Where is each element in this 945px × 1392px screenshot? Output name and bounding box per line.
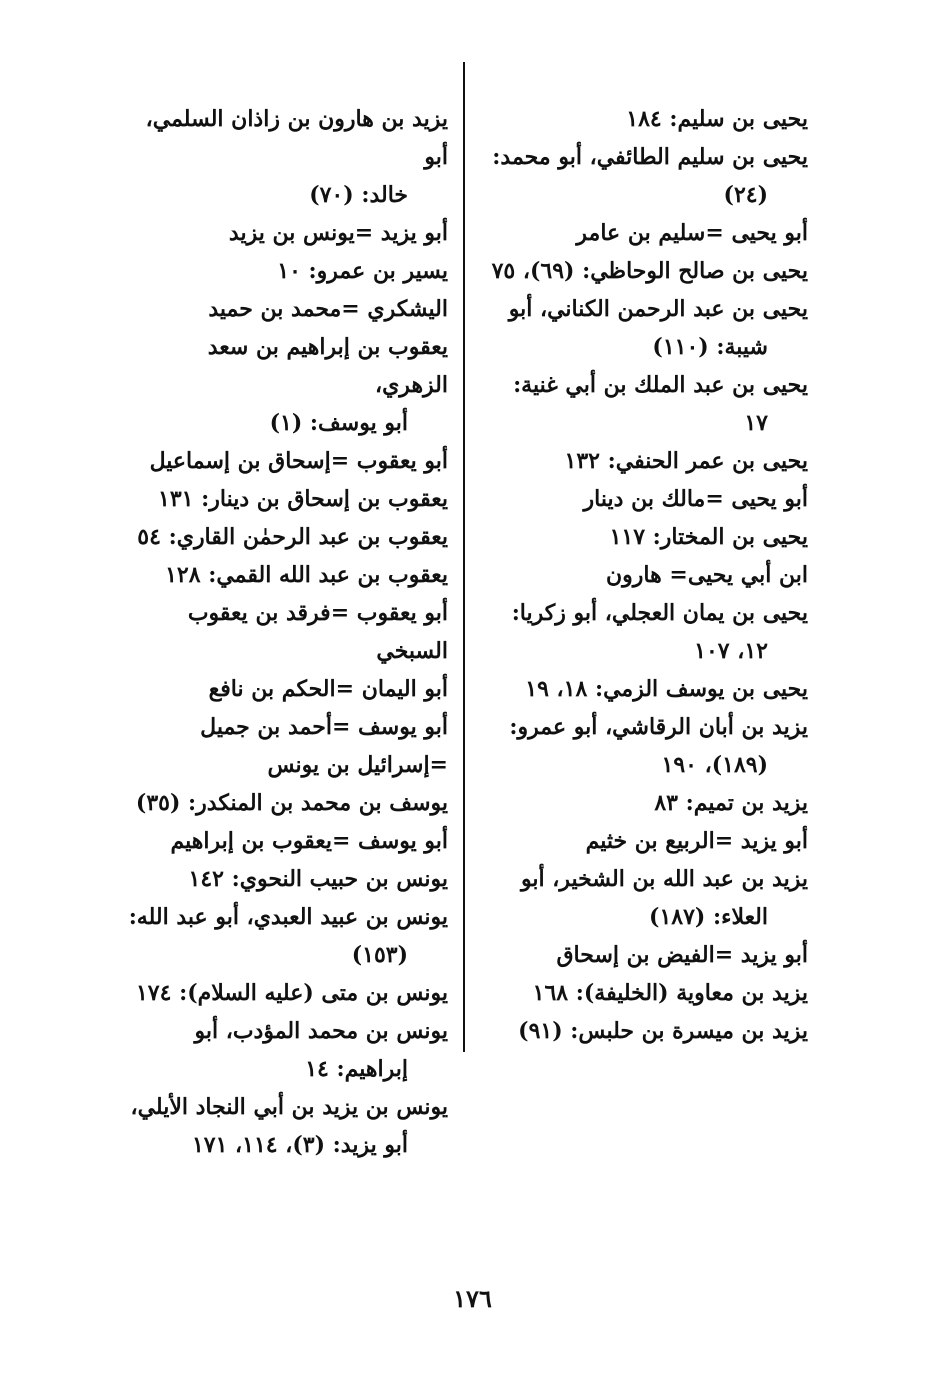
index-entry — [128, 442, 448, 480]
entry-line: يونس بن يزيد بن أبي النجاد الأيلي، — [130, 1094, 448, 1120]
entry-line: يزيد بن معاوية (الخليفة): ١٦٨ — [532, 980, 808, 1006]
entry-continuation: العلاء: (١٨٧) — [649, 904, 768, 930]
entry-continuation: أبو يوسف: (١) — [269, 410, 408, 436]
index-entry — [478, 556, 808, 594]
entry-line: يونس بن حبيب النحوي: ١٤٢ — [188, 866, 448, 892]
index-entry — [128, 214, 448, 252]
index-entry — [478, 214, 808, 252]
entry-line: أبو يزيد =الفيض بن إسحاق — [556, 942, 808, 968]
index-entry — [478, 708, 808, 784]
index-entry — [478, 860, 808, 936]
index-entry — [478, 480, 808, 518]
index-entry — [128, 252, 448, 290]
index-entry — [478, 100, 808, 138]
index-entry — [478, 442, 808, 480]
entry-line: يزيد بن تميم: ٨٣ — [654, 790, 808, 816]
entry-line: يزيد بن هارون بن زاذان السلمي، أبو — [145, 106, 448, 170]
index-entry — [128, 594, 448, 670]
index-entry — [128, 556, 448, 594]
index-entry — [128, 898, 448, 974]
entry-continuation: شيبة: (١١٠) — [652, 334, 768, 360]
index-entry — [128, 480, 448, 518]
entry-line: يزيد بن أبان الرقاشي، أبو عمرو: — [509, 714, 808, 740]
entry-continuation: (٢٤) — [723, 182, 768, 208]
entry-continuation: أبو يزيد: (٣)، ١١٤، ١٧١ — [191, 1132, 408, 1158]
index-entry — [128, 746, 448, 784]
index-entry — [128, 518, 448, 556]
entry-line: يحيى بن عمر الحنفي: ١٣٢ — [564, 448, 808, 474]
entry-line: أبو يوسف =يعقوب بن إبراهيم — [170, 828, 448, 854]
entry-line: أبو يوسف =أحمد بن جميل — [200, 714, 448, 740]
index-entry — [478, 670, 808, 708]
entry-line: يحيى بن يمان العجلي، أبو زكريا: — [511, 600, 808, 626]
entry-line: أبو يحيى =سليم بن عامر — [576, 220, 808, 246]
entry-continuation: (١٥٣) — [351, 942, 408, 968]
entry-line: يحيى بن يوسف الزمي: ١٨، ١٩ — [525, 676, 808, 702]
entry-line: يسير بن عمرو: ١٠ — [277, 258, 448, 284]
index-entry — [128, 1088, 448, 1164]
entry-line: يعقوب بن إبراهيم بن سعد الزهري، — [207, 334, 448, 398]
index-entry — [478, 138, 808, 214]
index-entry — [478, 290, 808, 366]
entry-line: يحيى بن المختار: ١١٧ — [609, 524, 808, 550]
entry-line: يعقوب بن إسحاق بن دينار: ١٣١ — [158, 486, 448, 512]
index-entry — [478, 822, 808, 860]
page-number: ١٧٦ — [453, 1284, 492, 1313]
entry-line: يونس بن محمد المؤدب، أبو — [194, 1018, 448, 1044]
entry-line: يونس بن متى (عليه السلام): ١٧٤ — [135, 980, 448, 1006]
index-entry — [478, 784, 808, 822]
index-entry — [478, 366, 808, 442]
index-entry — [128, 784, 448, 822]
entry-line: يحيى بن عبد الرحمن الكناني، أبو — [508, 296, 808, 322]
index-entry — [128, 860, 448, 898]
entry-line: أبو يزيد =يونس بن يزيد — [228, 220, 448, 246]
index-entry — [128, 328, 448, 442]
entry-line: أبو يزيد =الربيع بن خثيم — [585, 828, 808, 854]
entry-line: يحيى بن سليم الطائفي، أبو محمد: — [492, 144, 808, 170]
index-column-left — [128, 100, 448, 1164]
index-entry — [128, 290, 448, 328]
index-entry — [478, 936, 808, 974]
entry-line: يعقوب بن عبد الرحمٰن القاري: ٥٤ — [137, 524, 448, 550]
index-entry — [128, 670, 448, 708]
entry-line: يعقوب بن عبد الله القمي: ١٢٨ — [165, 562, 448, 588]
entry-line: أبو اليمان =الحكم بن نافع — [208, 676, 448, 702]
index-entry — [128, 100, 448, 214]
entry-line: يحيى بن صالح الوحاظي: (٦٩)، ٧٥ — [491, 258, 808, 284]
entry-continuation: ١٢، ١٠٧ — [694, 638, 768, 664]
entry-continuation: إبراهيم: ١٤ — [305, 1056, 408, 1082]
entry-line: أبو يعقوب =إسحاق بن إسماعيل — [149, 448, 448, 474]
entry-continuation: (١٨٩)، ١٩٠ — [661, 752, 768, 778]
index-entry — [128, 822, 448, 860]
entry-line: يزيد بن ميسرة بن حلبس: (٩١) — [518, 1018, 808, 1044]
entry-line: أبو يعقوب =فرقد بن يعقوب السبخي — [187, 600, 448, 664]
entry-line: ابن أبي يحيى= هارون — [606, 562, 808, 588]
entry-line: اليشكري =محمد بن حميد — [208, 296, 448, 322]
index-entry — [478, 252, 808, 290]
entry-line: يزيد بن عبد الله بن الشخير، أبو — [521, 866, 808, 892]
entry-line: يوسف بن محمد بن المنكدر: (٣٥) — [135, 790, 448, 816]
entry-line: يحيى بن عبد الملك بن أبي غنية: — [513, 372, 808, 398]
entry-line: =إسرائيل بن يونس — [267, 752, 448, 778]
entry-line: أبو يحيى =مالك بن دينار — [583, 486, 808, 512]
entry-continuation: ١٧ — [744, 410, 768, 436]
entry-continuation: خالد: (٧٠) — [309, 182, 408, 208]
index-entry — [128, 1012, 448, 1088]
index-entry — [128, 974, 448, 1012]
entry-line: يحيى بن سليم: ١٨٤ — [626, 106, 808, 132]
index-entry — [478, 594, 808, 670]
index-column-right — [478, 100, 808, 1050]
index-entry — [478, 518, 808, 556]
column-divider — [463, 62, 465, 1052]
index-entry — [128, 708, 448, 746]
index-entry — [478, 1012, 808, 1050]
entry-line: يونس بن عبيد العبدي، أبو عبد الله: — [128, 904, 448, 930]
index-entry — [478, 974, 808, 1012]
